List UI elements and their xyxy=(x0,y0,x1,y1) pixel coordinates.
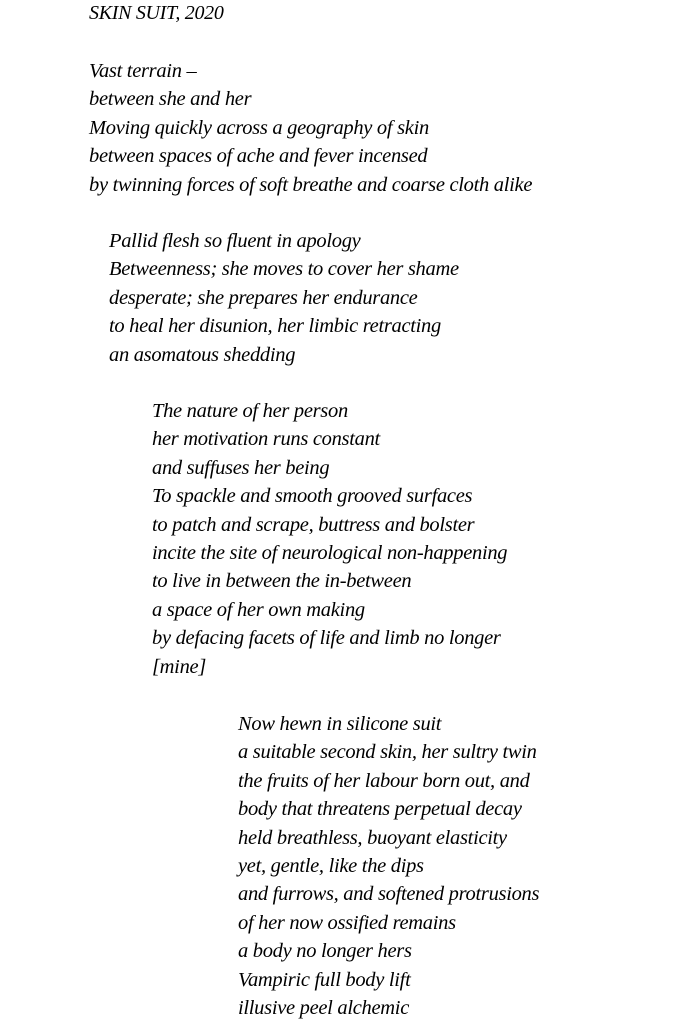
poem-line: a suitable second skin, her sultry twin xyxy=(238,741,537,764)
poem-line: To spackle and smooth grooved surfaces xyxy=(152,485,473,508)
poem-line: the fruits of her labour born out, and xyxy=(238,769,530,792)
poem-line: and suffuses her being xyxy=(152,456,330,479)
poem-line: incite the site of neurological non-happening xyxy=(152,541,508,564)
stanza-4 xyxy=(238,710,539,1022)
poem-line: by defacing facets of life and limb no longer xyxy=(152,627,501,650)
poem-line: and furrows, and softened protrusions xyxy=(238,883,540,906)
poem-title: SKIN SUIT, 2020 xyxy=(89,2,224,24)
poem-line: body that threatens perpetual decay xyxy=(238,798,522,821)
poem-line: Vampiric full body lift xyxy=(238,968,411,991)
poem-line: to patch and scrape, buttress and bolster xyxy=(152,513,475,536)
poem-line: a body no longer hers xyxy=(238,940,412,963)
stanza-2 xyxy=(109,227,459,369)
poem-line: between spaces of ache and fever incensed xyxy=(89,145,428,168)
poem-line: of her now ossified remains xyxy=(238,911,456,934)
poem-line: Now hewn in silicone suit xyxy=(238,713,442,735)
poem-line: Betweenness; she moves to cover her shame xyxy=(109,258,459,281)
poem-line: yet, gentle, like the dips xyxy=(238,854,424,877)
poem-line: Pallid flesh so fluent in apology xyxy=(109,230,361,252)
stanza-3 xyxy=(152,397,507,681)
poem-line: a space of her own making xyxy=(152,598,365,621)
poem-line: The nature of her person xyxy=(152,400,348,422)
poem-line: between she and her xyxy=(89,88,252,111)
poem-line: [mine] xyxy=(152,655,207,678)
poem-line: Vast terrain – xyxy=(89,60,197,82)
poem-line: an asomatous shedding xyxy=(109,343,296,366)
poem-line: Moving quickly across a geography of skin xyxy=(89,116,429,139)
poem-line: her motivation runs constant xyxy=(152,428,380,451)
poem-line: to live in between the in-between xyxy=(152,570,412,593)
poem-line: to heal her disunion, her limbic retracting xyxy=(109,315,441,338)
poem-line: held breathless, buoyant elasticity xyxy=(238,826,507,849)
poem-line: illusive peel alchemic xyxy=(238,996,409,1019)
stanza-1 xyxy=(89,57,532,199)
poem-line: desperate; she prepares her endurance xyxy=(109,286,418,309)
poem-line: by twinning forces of soft breathe and coarse cloth alike xyxy=(89,173,533,196)
